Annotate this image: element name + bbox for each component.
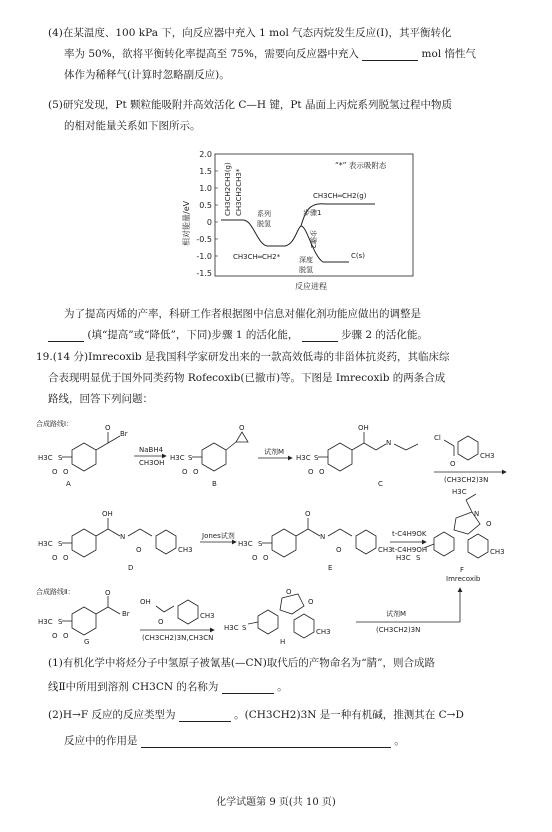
compound-g-o1: O	[52, 632, 58, 640]
q19-1-line2	[48, 680, 288, 694]
q19-2-answer-blank-1[interactable]	[179, 710, 231, 722]
compound-f-h3c: H3C	[452, 488, 467, 496]
label-deep-1: 深度	[299, 256, 313, 264]
compound-g-s: S	[58, 618, 63, 626]
q4-answer-blank[interactable]	[362, 49, 418, 61]
reagent-m-1: 试剂M	[264, 448, 285, 456]
reagent-tbuok: t-C4H9OK	[392, 530, 427, 538]
compound-d-o1: O	[52, 554, 58, 562]
compound-d-o2: O	[63, 554, 69, 562]
compound-h-ch3: CH3	[316, 628, 331, 636]
q19-1-line2-text-b: 。	[277, 681, 288, 693]
q4-line2	[64, 47, 476, 61]
compound-a-label: A	[66, 480, 71, 488]
q19-2-line2-text-a: 反应中的作用是	[64, 735, 138, 747]
reagent-tbuoh: t-C4H9OH	[392, 546, 428, 554]
q19-line1: 19.(14 分)Imrecoxib 是我国科学家研发出来的一款高效低毒的非甾体抗炎药，其临床综	[36, 351, 450, 363]
reagent-nabh4: NaBH4	[139, 446, 164, 454]
compound-g	[62, 596, 120, 635]
compound-d-s: S	[58, 540, 63, 548]
compound-d-h3c: H3C	[38, 540, 53, 548]
compound-g-o2: O	[63, 632, 69, 640]
compound-b	[192, 432, 248, 471]
acyl-chloride-ch3: CH3	[480, 452, 495, 460]
synthesis-scheme	[36, 418, 526, 644]
compound-h-o-carbonyl: O	[308, 598, 314, 606]
compound-c-oh: OH	[358, 424, 369, 432]
compound-a-s: S	[58, 454, 63, 462]
compound-e-ch3: CH3	[378, 546, 393, 554]
acyl-chloride-reagent	[444, 436, 478, 460]
q19-line2: 合表现明显优于国外同类药物 Rofecoxib(已撤市)等。下图是 Imrecoxib 的两条合成	[48, 372, 446, 384]
compound-f-name: Imrecoxib	[446, 575, 481, 583]
compound-f	[424, 494, 488, 558]
compound-h	[248, 594, 314, 638]
arylacetic-acid-o: O	[158, 618, 164, 626]
page-footer: 化学试题第 9 页(共 10 页)	[216, 797, 336, 808]
route1-label: 合成路线Ⅰ：	[36, 420, 74, 428]
label-propene-gas: CH3CH═CH2(g)	[313, 192, 367, 200]
compound-e-o-amide: O	[336, 546, 342, 554]
label-step2: 步骤2	[309, 230, 317, 249]
compound-g-br: Br	[122, 610, 130, 618]
q5b-answer-blank-1[interactable]	[48, 330, 84, 342]
q19-1-answer-blank[interactable]	[222, 682, 274, 694]
energy-ylabel: 相对能量/eV	[182, 200, 191, 246]
compound-c-s: S	[314, 454, 319, 462]
arylacetic-acid-ho: OH	[140, 598, 151, 606]
compound-b-o: O	[239, 424, 245, 432]
label-propene-adsorbed: CH3CH═CH2*	[233, 253, 281, 261]
label-step1: 步骤1	[303, 209, 322, 217]
q5b-line2-text-a: (填“提高”或“降低”，下同)步骤 1 的活化能，	[87, 329, 299, 341]
energy-legend-note: “*” 表示吸附态	[335, 161, 387, 170]
compound-e-o1: O	[252, 554, 258, 562]
compound-g-label: G	[84, 638, 90, 644]
compound-h-o-ring: O	[286, 588, 292, 596]
reagent-et3n-mecn: (CH3CH2)3N,CH3CN	[142, 634, 214, 642]
compound-e-label: E	[328, 564, 333, 572]
ytick--1.0: -1.0	[196, 252, 212, 261]
q19-2-line1-text-b: 。(CH3CH2)3N 是一种有机碱，推测其在 C→D	[234, 709, 464, 721]
compound-g-h3c: H3C	[38, 618, 53, 626]
q5b-line2	[48, 328, 428, 342]
compound-h-s: S	[242, 624, 247, 632]
q19-1-line1: (1)有机化学中将烃分子中氢原子被氰基(—CN)取代后的产物命名为“腈”，则合成路	[48, 657, 436, 669]
compound-a-o: O	[105, 424, 111, 432]
compound-h-h3c: H3C	[224, 624, 239, 632]
compound-f-o: O	[486, 520, 492, 528]
energy-xlabel: 反应进程	[295, 282, 327, 291]
label-carbon-solid: C(s)	[351, 252, 365, 260]
reagent-m-2: 试剂M	[386, 610, 407, 618]
q5-line2: 的相对能量关系如下图所示。	[64, 120, 201, 132]
ytick-0.5: 0.5	[199, 201, 212, 210]
q19-2-line2-text-b: 。	[394, 735, 405, 747]
compound-a-h3c: H3C	[38, 454, 53, 462]
energy-diagram	[175, 146, 425, 296]
q4-line2-text-b: mol 惰性气	[421, 48, 477, 60]
compound-d	[62, 518, 176, 557]
compound-e-s: S	[258, 540, 263, 548]
q4-line1: (4)在某温度、100 kPa 下，向反应器中充入 1 mol 气态丙烷发生反应(Ⅰ)，其平衡转化	[48, 27, 452, 39]
q19-2-line2	[64, 734, 405, 748]
acyl-chloride-o: O	[450, 460, 456, 468]
q19-2-answer-blank-2[interactable]	[141, 736, 391, 748]
compound-c-o1: O	[308, 468, 314, 476]
compound-d-n: N	[120, 533, 126, 541]
acyl-chloride-cl: Cl	[434, 434, 441, 442]
q19-2-line1	[48, 708, 464, 722]
compound-c-label: C	[378, 480, 383, 488]
label-deep-2: 脱氢	[299, 266, 313, 274]
ytick-0: 0	[206, 218, 212, 227]
compound-a-br: Br	[120, 430, 128, 438]
compound-b-label: B	[212, 480, 217, 488]
q5b-answer-blank-2[interactable]	[302, 330, 338, 342]
label-series-1: 系列	[257, 210, 271, 218]
compound-f-n: N	[474, 510, 480, 518]
q5-line1: (5)研究发现，Pt 颗粒能吸附并高效活化 C—H 键，Pt 晶面上丙烷系列脱氢过程中物质	[48, 99, 452, 111]
compound-a-o2: O	[63, 468, 69, 476]
compound-c-h3c: H3C	[296, 454, 311, 462]
compound-e-o-ketone: O	[305, 510, 311, 518]
compound-e-h3c: H3C	[238, 540, 253, 548]
q5b-line1: 为了提高丙烯的产率，科研工作者根据图中信息对催化剂功能应做出的调整是	[64, 308, 421, 320]
compound-e	[262, 518, 376, 557]
q19-1-line2-text-a: 线Ⅱ中所用到溶剂 CH3CN 的名称为	[48, 681, 219, 693]
q19-2-line1-text-a: (2)H→F 反应的反应类型为	[48, 709, 176, 721]
compound-c-n: N	[386, 439, 392, 447]
compound-h-label: H	[280, 638, 286, 644]
compound-f-ch3: CH3	[490, 548, 505, 556]
compound-a	[62, 432, 120, 471]
compound-f-h3c-2: H3C	[396, 554, 411, 562]
compound-c	[318, 432, 418, 471]
compound-d-ch3: CH3	[178, 546, 193, 554]
compound-b-o2: O	[193, 468, 199, 476]
q4-line3: 体作为稀释气(计算时忽略副反应)。	[64, 69, 230, 81]
q4-line2-text-a: 率为 50%，欲将平衡转化率提高至 75%，需要向反应器中充入	[64, 48, 359, 60]
compound-g-o: O	[105, 589, 111, 597]
label-propane-adsorbed: CH3CH2CH3*	[235, 168, 243, 216]
arylacetic-acid-ch3: CH3	[200, 612, 215, 620]
compound-b-s: S	[188, 454, 193, 462]
label-series-2: 脱氢	[257, 220, 271, 228]
q5b-line2-text-b: 步骤 2 的活化能。	[341, 329, 428, 341]
reagent-et3n-2: (CH3CH2)3N	[376, 626, 421, 634]
compound-f-s: S	[416, 554, 421, 562]
ytick--1.5: -1.5	[196, 269, 212, 278]
reagent-et3n-1: (CH3CH2)3N	[444, 476, 489, 484]
ytick-2.0: 2.0	[199, 150, 212, 159]
compound-d-o: O	[136, 546, 142, 554]
ytick-1.5: 1.5	[199, 167, 212, 176]
compound-c-o2: O	[319, 468, 325, 476]
compound-b-o1: O	[182, 468, 188, 476]
compound-d-label: D	[128, 564, 134, 572]
reagent-ch3oh: CH3OH	[139, 459, 165, 467]
reagent-jones: Jones试剂	[202, 532, 235, 540]
ytick-1.0: 1.0	[199, 184, 212, 193]
compound-e-o2: O	[263, 554, 269, 562]
compound-e-n: N	[320, 533, 326, 541]
label-propane-gas: CH3CH2CH3(g)	[224, 162, 232, 216]
q19-line3: 路线，回答下列问题：	[48, 393, 153, 405]
compound-b-h3c: H3C	[170, 454, 185, 462]
route2-label: 合成路线Ⅱ：	[36, 588, 75, 596]
compound-f-label: F	[460, 566, 465, 574]
compound-d-oh: OH	[102, 510, 113, 518]
ytick--0.5: -0.5	[196, 235, 212, 244]
compound-a-o1: O	[52, 468, 58, 476]
